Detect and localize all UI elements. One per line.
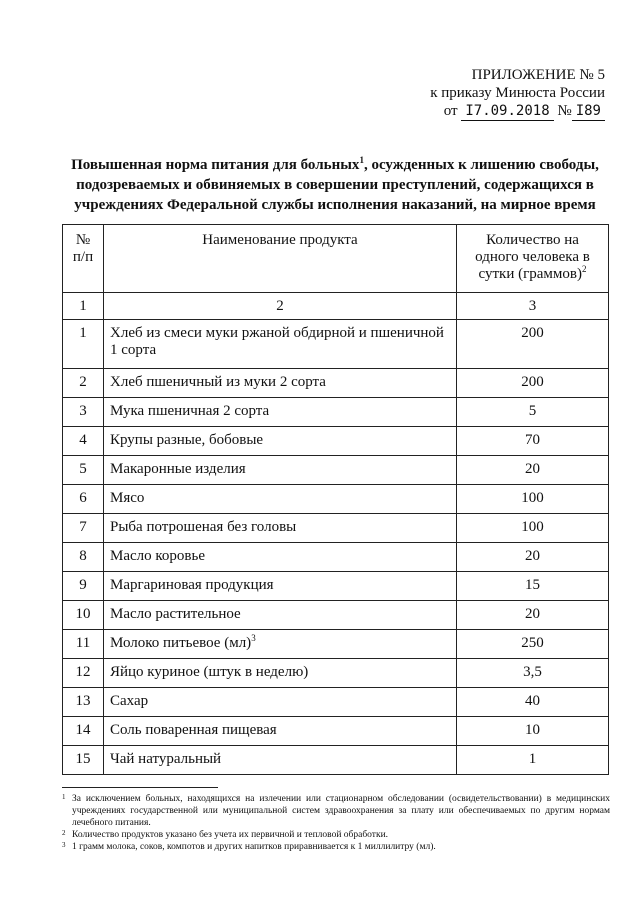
footnote-text: 1 грамм молока, соков, компотов и других напитков приравнивается к 1 миллилитру (мл).: [72, 842, 436, 852]
footnote-mark: 1: [62, 793, 66, 801]
product-name: [104, 601, 457, 630]
product-name-text: Рыба потрошеная без головы: [110, 519, 297, 535]
table-row: [63, 630, 609, 659]
product-quantity: 200: [457, 320, 609, 369]
table-row: [63, 514, 609, 543]
product-name: [104, 688, 457, 717]
table-row: [63, 427, 609, 456]
product-name: [104, 320, 457, 369]
table-row: [63, 688, 609, 717]
column-number-2: 2: [104, 293, 457, 320]
product-name-text: Молоко питьевое (мл): [110, 635, 252, 651]
appendix-header: [345, 66, 605, 121]
row-number: 14: [63, 717, 104, 746]
column-numbers-row: [63, 293, 609, 320]
row-number: 11: [63, 630, 104, 659]
header-product-name: Наименование продукта: [104, 225, 457, 293]
product-name: [104, 630, 457, 659]
title-footnote-ref: 1: [359, 155, 364, 165]
product-name-text: Мясо: [110, 490, 145, 506]
product-name-text: Макаронные изделия: [110, 461, 246, 477]
product-quantity: 3,5: [457, 659, 609, 688]
table-row: [63, 369, 609, 398]
footnote-mark: 3: [62, 841, 66, 849]
order-number: I89: [572, 102, 605, 121]
product-quantity: 15: [457, 572, 609, 601]
footnote-separator: [62, 787, 218, 788]
product-name: [104, 427, 457, 456]
product-quantity: 20: [457, 456, 609, 485]
table-row: [63, 320, 609, 369]
number-label: №: [557, 103, 572, 119]
table-row: [63, 572, 609, 601]
product-quantity: 200: [457, 369, 609, 398]
product-name-text: Чай натуральный: [110, 751, 222, 767]
product-quantity: 70: [457, 427, 609, 456]
product-quantity: 100: [457, 514, 609, 543]
product-name: [104, 514, 457, 543]
product-quantity: 100: [457, 485, 609, 514]
row-number: 10: [63, 601, 104, 630]
product-quantity: 40: [457, 688, 609, 717]
header-quantity-footnote-ref: 2: [581, 264, 587, 274]
row-number: 4: [63, 427, 104, 456]
header-quantity: [457, 225, 609, 293]
title-text-start: Повышенная норма питания для больных: [71, 157, 360, 173]
product-name-text: Хлеб из смеси муки ржаной обдирной и пшеничной 1 сорта: [110, 325, 444, 358]
product-name: [104, 746, 457, 775]
column-number-3: 3: [457, 293, 609, 320]
order-date-number: [345, 102, 605, 121]
table-row: [63, 659, 609, 688]
product-name-text: Маргариновая продукция: [110, 577, 274, 593]
product-quantity: 5: [457, 398, 609, 427]
row-number: 13: [63, 688, 104, 717]
product-name: [104, 369, 457, 398]
product-name-text: Сахар: [110, 693, 149, 709]
product-name-text: Соль поваренная пищевая: [110, 722, 277, 738]
product-name: [104, 398, 457, 427]
footnote: [62, 841, 610, 853]
column-number-1: 1: [63, 293, 104, 320]
row-number: 3: [63, 398, 104, 427]
title-text-end: , осужденных к лишению свободы, подозреваемых и обвиняемых в совершении преступлений, содержащихся в учреждениях Федеральной службы исполнения наказаний, на мирное время: [74, 157, 599, 213]
product-name: [104, 572, 457, 601]
product-name-text: Мука пшеничная 2 сорта: [110, 403, 270, 419]
table-body: [63, 320, 609, 775]
product-quantity: 20: [457, 601, 609, 630]
table-header-row: [63, 225, 609, 293]
product-quantity: 20: [457, 543, 609, 572]
order-reference: к приказу Минюста России: [430, 85, 605, 101]
footnote-mark: 2: [62, 829, 66, 837]
product-name: [104, 485, 457, 514]
header-quantity-text: Количество на одного человека в сутки (граммов): [475, 232, 590, 282]
table-row: [63, 717, 609, 746]
row-number: 6: [63, 485, 104, 514]
product-quantity: 10: [457, 717, 609, 746]
product-footnote-ref: 3: [251, 633, 256, 643]
row-number: 2: [63, 369, 104, 398]
product-name-text: Масло растительное: [110, 606, 241, 622]
product-name-text: Хлеб пшеничный из муки 2 сорта: [110, 374, 326, 390]
product-name-text: Крупы разные, бобовые: [110, 432, 264, 448]
product-name: [104, 456, 457, 485]
food-norms-table: [62, 224, 609, 775]
order-date: I7.09.2018: [461, 102, 553, 121]
product-name: [104, 543, 457, 572]
header-number: № п/п: [63, 225, 104, 293]
table-row: [63, 485, 609, 514]
row-number: 5: [63, 456, 104, 485]
footnote-text: Количество продуктов указано без учета их первичной и тепловой обработки.: [72, 830, 389, 840]
table-row: [63, 456, 609, 485]
table-row: [63, 601, 609, 630]
appendix-title: ПРИЛОЖЕНИЕ № 5: [471, 67, 605, 83]
product-name: [104, 717, 457, 746]
row-number: 1: [63, 320, 104, 369]
footnote: [62, 829, 610, 841]
from-label: от: [443, 103, 458, 119]
row-number: 8: [63, 543, 104, 572]
footnote-text: За исключением больных, находящихся на излечении или стационарном обследовании (освидетельствовании) в медицинских учреждениях государственной или муниципальной систем здравоохранения за плату или обеспечиваемых по другим нормам лечебного питания.: [72, 794, 610, 828]
product-quantity: 250: [457, 630, 609, 659]
product-name-text: Яйцо куриное (штук в неделю): [110, 664, 309, 680]
row-number: 7: [63, 514, 104, 543]
row-number: 12: [63, 659, 104, 688]
table-row: [63, 398, 609, 427]
footnote: [62, 793, 610, 829]
row-number: 9: [63, 572, 104, 601]
product-quantity: 1: [457, 746, 609, 775]
product-name-text: Масло коровье: [110, 548, 205, 564]
footnotes: [62, 793, 610, 853]
table-row: [63, 746, 609, 775]
document-title: [60, 155, 610, 215]
row-number: 15: [63, 746, 104, 775]
product-name: [104, 659, 457, 688]
table-row: [63, 543, 609, 572]
